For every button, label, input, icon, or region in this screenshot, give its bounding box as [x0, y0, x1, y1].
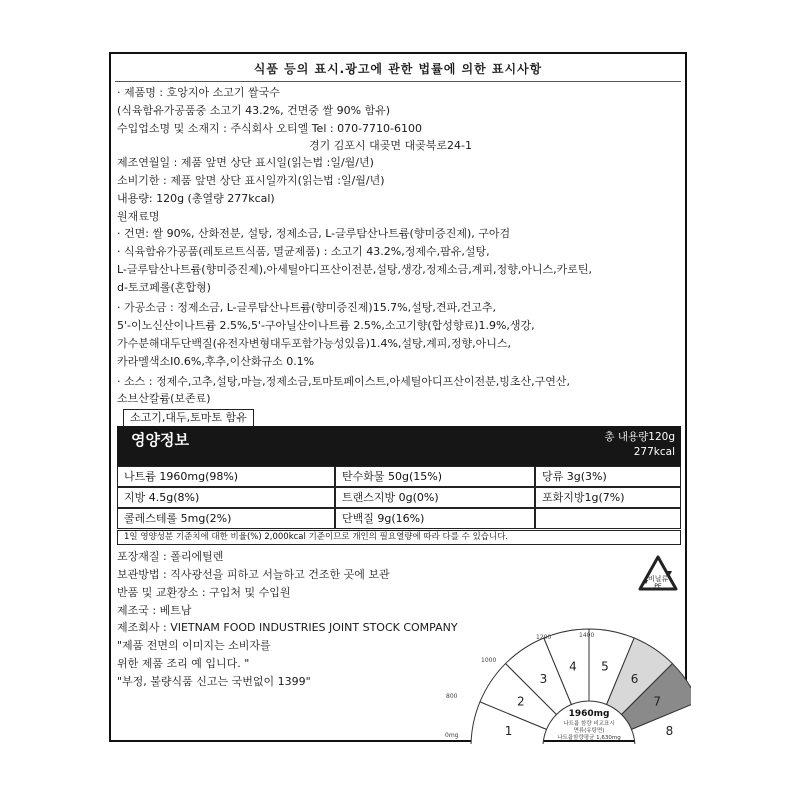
ingredients-salt-4: 카라멜색소Ⅰ0.6%,후추,이산화규소 0.1% [117, 355, 315, 368]
gauge-segment-label-1: 1 [504, 724, 513, 739]
nutrient-trans-fat: 트랜스지방 0g(0%) [335, 487, 535, 508]
gauge-value-label: 1960mg [568, 709, 610, 719]
gauge-caption-1: 나트륨 함량 비교표시 [563, 721, 615, 727]
nutrition-header [117, 426, 681, 466]
gauge-segment-label-7: 7 [653, 694, 662, 709]
gauge-segment-label-5: 5 [601, 659, 609, 674]
gauge-caption-3: 나트륨함량평균 1,630mg [557, 735, 621, 741]
gauge-segment-label-4: 4 [569, 659, 577, 674]
image-note-2: 위한 제품 조리 예 입니다. " [117, 657, 250, 670]
recycle-text-2: PE [654, 583, 662, 590]
ingredients-meat-1: · 식육함유가공품(레토르트식품, 멸균제품) : 소고기 43.2%,정제수,팜유,설탕, [117, 245, 490, 258]
recycle-icon [636, 554, 680, 598]
allergy-box: 소고기,대두,토마토 함유 [123, 409, 254, 427]
gauge-tick-1400: 1400 [579, 632, 595, 639]
net-volume: 내용량: 120g (총열량 277kcal) [117, 192, 275, 205]
importer: 수입업소명 및 소재지 : 주식회사 오티엘 Tel : 070-7710-6100 [117, 122, 422, 135]
recycle-text-1: 비닐류 [647, 575, 669, 583]
product-name: · 제품명 : 호앙지아 소고기 쌀국수 [117, 86, 280, 99]
ingredients-salt-3: 가수분해대두단백질(유전자변형대두포함가능성있음)1.4%,설탕,계피,정향,아니스, [117, 337, 512, 350]
nutrient-sat-fat: 포화지방1g(7%) [535, 487, 681, 508]
nutrient-sodium: 나트륨 1960mg(98%) [117, 466, 335, 487]
gauge-segment-label-6: 6 [630, 671, 639, 686]
nutrient-protein: 단백질 9g(16%) [335, 508, 535, 529]
nutrition-footnote: 1일 영양성분 기준치에 대한 비율(%) 2,000kcal 기준이므로 개인의 필요열량에 따라 다를 수 있습니다. [117, 530, 681, 545]
nutrition-total: 총 내용량120g [604, 431, 675, 443]
sodium-gauge [431, 619, 691, 744]
ingredients-meat-3: d-토코페롤(혼합형) [117, 281, 211, 294]
gauge-segment-label-8: 8 [665, 724, 674, 739]
gauge-tick-0: 0mg [445, 732, 459, 739]
gauge-caption-2: 면류(유탕면) [573, 728, 605, 734]
image-note-1: "제품 전면의 이미지는 소비자를 [117, 639, 271, 652]
return-place: 반품 및 교환장소 : 구입처 및 수입원 [117, 586, 291, 599]
nutrient-fat: 지방 4.5g(8%) [117, 487, 335, 508]
report-hotline: "부정, 불량식품 신고는 국번없이 1399" [117, 675, 311, 688]
ingredients-sauce-2: 소브산칼륨(보존료) [117, 392, 211, 405]
gauge-tick-800: 800 [446, 693, 458, 700]
nutrition-title: 영양정보 [131, 431, 189, 449]
nutrition-kcal: 277kcal [633, 446, 675, 458]
nutrient-sugars: 당류 3g(3%) [535, 466, 681, 487]
manufacturer: 제조회사 : VIETNAM FOOD INDUSTRIES JOINT STOCK COMPANY [117, 621, 458, 634]
nutrition-table [117, 466, 681, 530]
nutrient-empty [535, 508, 681, 529]
ingredients-title: 원재료명 [117, 210, 160, 223]
ingredients-sauce-1: · 소스 : 정제수,고추,설탕,마늘,정제소금,토마토페이스트,아세틸아디프산이전분,빙초산,구연산, [117, 375, 570, 388]
gauge-tick-1200: 1200 [536, 634, 552, 641]
gauge-segment-label-2: 2 [516, 694, 525, 709]
gauge-segment-label-3: 3 [539, 671, 548, 686]
ingredients-meat-2: L-글루탐산나트륨(향미증진제),아세틸아디프산이전분,설탕,생강,정제소금,계피,정향,아니스,카로틴, [117, 263, 592, 276]
nutrient-carbs: 탄수화물 50g(15%) [335, 466, 535, 487]
food-label [109, 52, 687, 742]
ingredients-salt-1: · 가공소금 : 정제소금, L-글루탐산나트륨(향미증진제)15.7%,설탕,견파,건고추, [117, 301, 497, 314]
expiry-date: 소비기한 : 제품 앞면 상단 표시일까지(읽는법 :일/월/년) [117, 174, 385, 187]
content-ratio: (식육함유가공품중 소고기 43.2%, 건면중 쌀 90% 함유) [117, 104, 391, 117]
label-header: 식품 등의 표시.광고에 관한 법률에 의한 표시사항 [253, 62, 543, 76]
nutrient-cholesterol: 콜레스테롤 5mg(2%) [117, 508, 335, 529]
country-of-origin: 제조국 : 베트남 [117, 604, 192, 617]
ingredients-salt-2: 5'-이노신산이나트륨 2.5%,5'-구아닐산이나트륨 2.5%,소고기향(합성향료)1.9%,생강, [117, 319, 535, 332]
packaging: 포장재질 : 폴리에틸렌 [117, 550, 224, 563]
ingredients-noodle: · 건면: 쌀 90%, 산화전분, 설탕, 정제소금, L-글루탐산나트륨(향미증진제), 구아검 [117, 227, 511, 240]
storage: 보관방법 : 직사광선을 피하고 서늘하고 건조한 곳에 보관 [117, 568, 390, 581]
gauge-tick-1000: 1000 [481, 657, 497, 664]
header-rule [115, 81, 681, 82]
manufacture-date: 제조연월일 : 제품 앞면 상단 표시일(읽는법 :일/월/년) [117, 156, 374, 169]
importer-address: 경기 김포시 대곶면 대곶북로24-1 [309, 139, 472, 152]
